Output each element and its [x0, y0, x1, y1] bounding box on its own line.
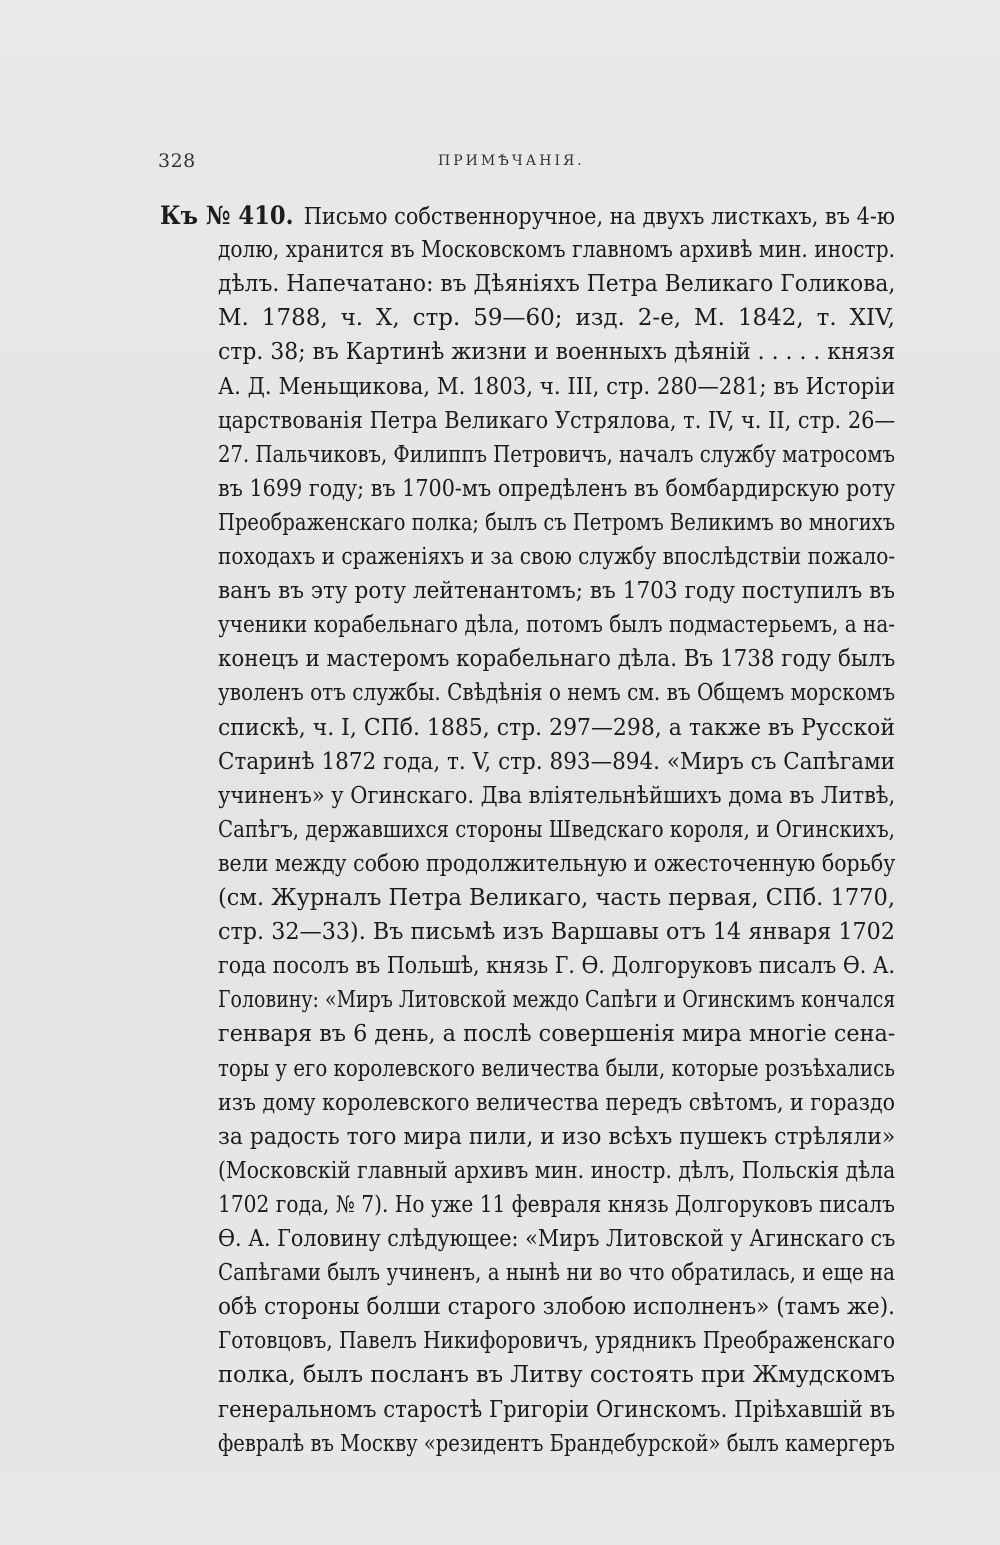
text-line: Старинѣ 1872 года, т. V, стр. 893—894. «Миръ съ Сапѣгами	[218, 748, 896, 775]
text-line: полка, былъ посланъ въ Литву состоять при Жмудскомъ	[218, 1362, 896, 1389]
text-line: 27. Пальчиковъ, Филиппъ Петровичъ, началъ службу матросомъ	[218, 441, 895, 468]
page-number: 328	[158, 150, 196, 172]
text-line: ванъ въ эту роту лейтенантомъ; въ 1703 году поступилъ въ	[218, 578, 896, 605]
text-line: стр. 32—33). Въ письмѣ изъ Варшавы отъ 14 января 1702	[218, 919, 895, 946]
text-line: изъ дому королевского величества передъ свѣтомъ, и гораздо	[218, 1089, 896, 1116]
text-line: походахъ и сраженіяхъ и за свою службу впослѣдствіи пожало-	[218, 544, 896, 570]
text-line: февралѣ въ Москву «резидентъ Брандебурской» былъ камергеръ	[218, 1430, 895, 1457]
text-line: уволенъ отъ службы. Свѣдѣнія о немъ см. въ Общемъ морскомъ	[218, 680, 896, 707]
text-line: царствованія Петра Великаго Устрялова, т. IV, ч. II, стр. 26—	[218, 407, 896, 434]
text-line: генваря въ 6 день, а послѣ совершенія мира многіе сена-	[218, 1021, 896, 1048]
text-line: обѣ стороны болши старого злобою исполненъ» (тамъ же).	[218, 1294, 896, 1321]
text-line: Готовцовъ, Павелъ Никифоровичъ, урядникъ Преображенскаго	[218, 1328, 895, 1355]
text-line: генеральномъ старостѣ Григоріи Огинскомъ. Пріѣхавшій въ	[218, 1396, 896, 1423]
text-line: А. Д. Меньщикова, М. 1803, ч. III, стр. 280—281; въ Исторіи	[218, 373, 896, 400]
running-title: ПРИМѢЧАНІЯ.	[438, 153, 585, 169]
text-line: (см. Журналъ Петра Великаго, часть первая, СПб. 1770,	[218, 885, 896, 911]
text-line: года посолъ въ Польшѣ, князь Г. Ѳ. Долгоруковъ писалъ Ѳ. А.	[218, 953, 895, 980]
text-line: Головину: «Миръ Литовской междо Сапѣги и Огинскимъ кончался	[218, 987, 896, 1014]
text-line: долю, хранится въ Московскомъ главномъ архивѣ мин. иностр.	[218, 237, 895, 264]
text-line	[160, 200, 895, 232]
text-line: торы у его королевского величества были, которые розъѣхались	[218, 1055, 895, 1082]
first-line-text: Письмо собственноручное, на двухъ листкахъ, въ 4-ю	[303, 204, 896, 230]
text-line: М. 1788, ч. X, стр. 59—60; изд. 2-е, М. 1842, т. XIV,	[218, 305, 895, 332]
text-line: конецъ и мастеромъ корабельнаго дѣла. Въ 1738 году былъ	[218, 646, 896, 673]
text-line: 1702 года, № 7). Но уже 11 февраля князь Долгоруковъ писалъ	[218, 1191, 895, 1218]
page-header	[158, 150, 898, 180]
text-line: спискѣ, ч. I, СПб. 1885, стр. 297—298, а также въ Русской	[218, 714, 895, 741]
text-line: дѣлъ. Напечатано: въ Дѣяніяхъ Петра Великаго Голикова,	[218, 271, 896, 298]
entry-label: Къ № 410.	[160, 201, 294, 230]
text-line: Сапѣгъ, державшихся стороны Шведскаго короля, и Огинскихъ,	[218, 816, 895, 843]
text-line: (Московскій главный архивъ мин. иностр. дѣлъ, Польскія дѣла	[218, 1157, 896, 1184]
text-line: въ 1699 году; въ 1700-мъ опредѣленъ въ бомбардирскую роту	[218, 475, 896, 502]
text-line: вели между собою продолжительную и ожесточенную борьбу	[218, 850, 896, 877]
text-line: стр. 38; въ Картинѣ жизни и военныхъ дѣяній . . . . . князя	[218, 339, 896, 366]
text-line: Сапѣгами былъ учиненъ, а нынѣ ни во что обратилась, и еще на	[218, 1260, 895, 1287]
text-line: Преображенскаго полка; былъ съ Петромъ Великимъ во многихъ	[218, 509, 896, 536]
text-line: учиненъ» у Огинскаго. Два вліятельнѣйшихъ дома въ Литвѣ,	[218, 782, 896, 809]
text-line: ученики корабельнаго дѣла, потомъ былъ подмастерьемъ, а на-	[218, 612, 896, 639]
text-line: Ѳ. А. Головину слѣдующее: «Миръ Литовской у Агинскаго съ	[218, 1226, 896, 1252]
text-line: за радость того мира пили, и изо всѣхъ пушекъ стрѣляли»	[218, 1123, 896, 1150]
